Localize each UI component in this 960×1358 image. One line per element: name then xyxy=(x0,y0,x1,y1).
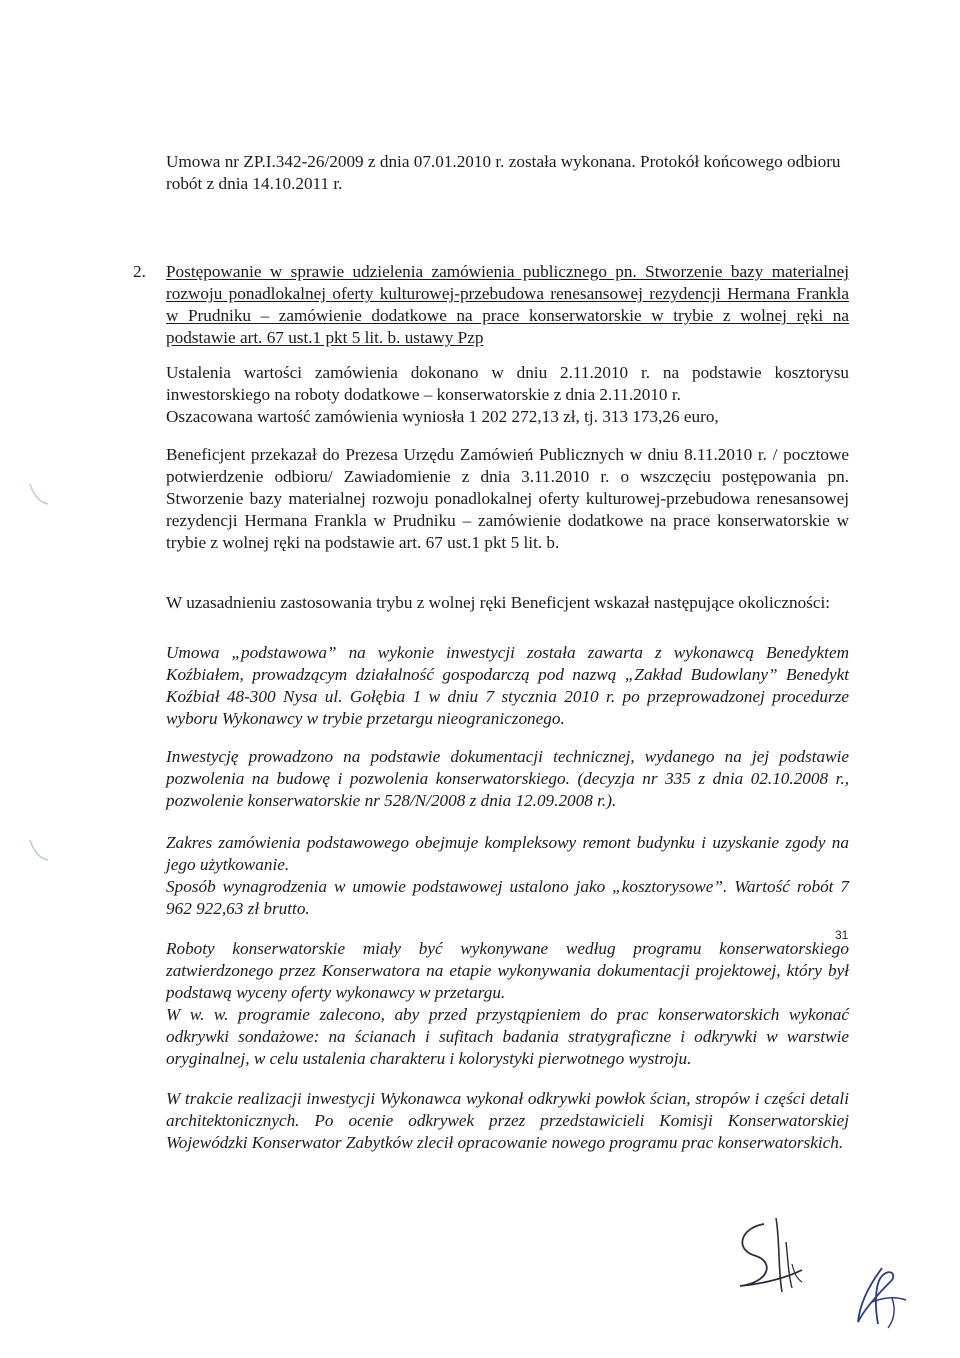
signature-blue xyxy=(852,1262,916,1334)
paragraph-oszacowana: Oszacowana wartość zamówienia wyniosła 1 202 272,13 zł, tj. 313 173,26 euro, xyxy=(166,407,719,426)
page-number: 31 xyxy=(835,928,849,942)
paragraph-ww: W w. w. programie zalecono, aby przed przystąpieniem do prac konserwatorskich wykonać odkrywki sondażowe: na ścianach i sufitach badania stratygraficzne i odkrywki w warstwie oryginalnej, w celu ustalenia charakteru i kolorystyki pierwotnego wystroju. xyxy=(166,1005,849,1068)
paragraph-trakcie: W trakcie realizacji inwestycji Wykonawca wykonał odkrywki powłok ścian, stropów i części detali architektonicznych. Po ocenie odkrywek przez przedstawicieli Komisji Konserwatorskiej Wojewódzki Konserwator Zabytków zlecił opracowanie nowego programu prac konserwatorskich. xyxy=(166,1089,849,1152)
paragraph-ustalenia: Ustalenia wartości zamówienia dokonano w dniu 2.11.2010 r. na podstawie kosztorysu inwestorskiego na roboty dodatkowe – konserwatorskie z dnia 2.11.2010 r. xyxy=(166,363,849,404)
paragraph-umowa: Umowa „podstawowa” na wykonie inwestycji została zawarta z wykonawcą Benedyktem Koźbiałem, prowadzącym działalność gospodarczą pod nazwą „Zakład Budowlany” Benedykt Koźbiał 48-300 Nysa ul. Gołębia 1 w dniu 7 stycznia 2010 r. po przeprowadzonej procedurze wyboru Wykonawcy w trybie przetargu nieograniczonego. xyxy=(166,643,849,728)
punch-hole-mark-top xyxy=(28,480,52,510)
paragraph-sposob: Sposób wynagrodzenia w umowie podstawowej ustalono jako „kosztorysowe”. Wartość robót 7 962 922,63 zł brutto. xyxy=(166,877,849,918)
signature-initials xyxy=(726,1212,806,1302)
paragraph-roboty: Roboty konserwatorskie miały być wykonywane według programu konserwatorskiego zatwierdzonego przez Konserwatora na etapie wykonywania dokumentacji projektowej, który był podstawą wyceny oferty wykonawcy w przetargu. xyxy=(166,939,849,1002)
paragraph-inwestycje: Inwestycję prowadzono na podstawie dokumentacji technicznej, wydanego na jej podstawie pozwolenia na budowę i pozwolenia konserwatorskiego. (decyzja nr 335 z dnia 02.10.2008 r., pozwolenie konserwatorskie nr 528/N/2008 z dnia 12.09.2008 r.). xyxy=(166,747,849,810)
paragraph-beneficjent: Beneficjent przekazał do Prezesa Urzędu Zamówień Publicznych w dniu 8.11.2010 r. / pocztowe potwierdzenie odbioru/ Zawiadomienie z dnia 3.11.2010 r. o wszczęciu postępowania pn. Stworzenie bazy materialnej rozwoju ponadlokalnej oferty kulturowej-przebudowa renesansowej rezydencji Hermana Frankla w Prudniku – zamówienie dodatkowe na prace konserwatorskie w trybie z wolnej ręki na podstawie art. 67 ust.1 pkt 5 lit. b. xyxy=(166,445,849,552)
punch-hole-mark-bottom xyxy=(28,836,52,866)
paragraph-uzasadnienie: W uzasadnieniu zastosowania trybu z wolnej ręki Beneficjent wskazał następujące okoliczności: xyxy=(166,593,831,612)
intro-paragraph: Umowa nr ZP.I.342-26/2009 z dnia 07.01.2010 r. została wykonana. Protokół końcowego odbioru robót z dnia 14.10.2011 r. xyxy=(166,152,841,193)
section-number: 2. xyxy=(133,262,146,281)
paragraph-zakres: Zakres zamówienia podstawowego obejmuje kompleksowy remont budynku i uzyskanie zgody na jego użytkowanie. xyxy=(166,833,849,874)
section-title: Postępowanie w sprawie udzielenia zamówienia publicznego pn. Stworzenie bazy materialnej rozwoju ponadlokalnej oferty kulturowej-przebudowa renesansowej rezydencji Hermana Frankla w Prudniku – zamówienie dodatkowe na prace konserwatorskie w trybie z wolnej ręki na podstawie art. 67 ust.1 pkt 5 lit. b. ustawy Pzp xyxy=(166,262,849,347)
